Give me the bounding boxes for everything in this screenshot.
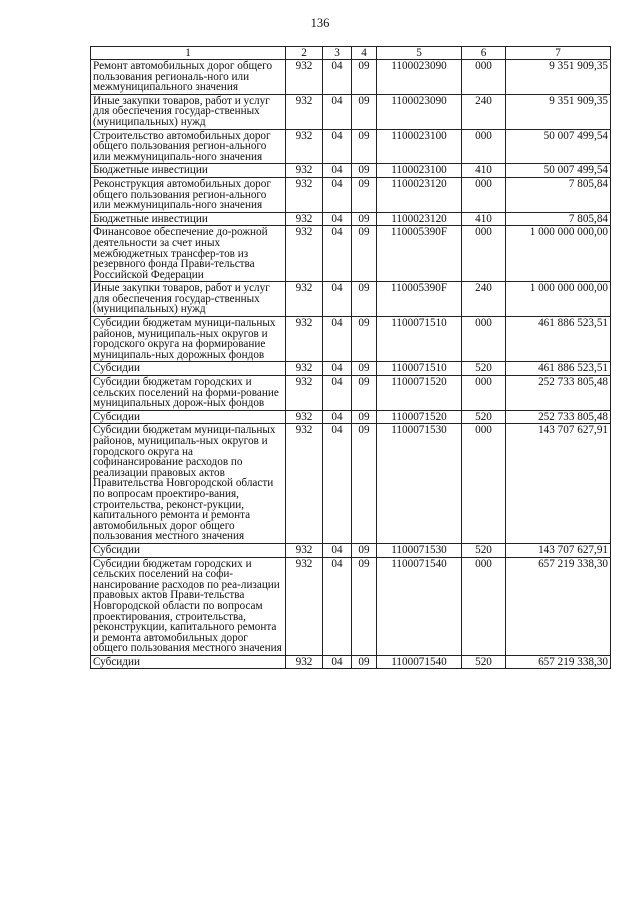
- row-expense-type-cell: 240: [462, 94, 506, 129]
- column-header: 5: [377, 47, 462, 60]
- row-amount-cell: 50 007 499,54: [506, 164, 611, 178]
- row-amount-cell: 1 000 000 000,00: [506, 226, 611, 282]
- row-amount-cell: 252 733 805,48: [506, 410, 611, 424]
- row-target-article-cell: 1100023100: [377, 129, 462, 164]
- row-section-cell: 04: [323, 543, 352, 557]
- row-amount-cell: 143 707 627,91: [506, 543, 611, 557]
- row-name-cell: Ремонт автомобильных дорог общего пользования региональ-ного или межмуниципального значения: [91, 60, 286, 95]
- row-section-cell: 04: [323, 424, 352, 544]
- row-code-cell: 932: [286, 376, 323, 411]
- table-row: [91, 60, 611, 95]
- table-row: [91, 557, 611, 655]
- row-amount-cell: 143 707 627,91: [506, 424, 611, 544]
- row-code-cell: 932: [286, 282, 323, 317]
- column-header: 3: [323, 47, 352, 60]
- row-code-cell: 932: [286, 129, 323, 164]
- table-row: [91, 164, 611, 178]
- row-code-cell: 932: [286, 655, 323, 669]
- row-expense-type-cell: 000: [462, 317, 506, 362]
- table-body: [91, 60, 611, 669]
- row-subsection-cell: 09: [352, 129, 377, 164]
- row-target-article-cell: 1100023090: [377, 94, 462, 129]
- row-subsection-cell: 09: [352, 282, 377, 317]
- row-section-cell: 04: [323, 164, 352, 178]
- row-section-cell: 04: [323, 282, 352, 317]
- row-expense-type-cell: 000: [462, 376, 506, 411]
- row-name-cell: Иные закупки товаров, работ и услуг для обеспечения государ-ственных (муниципальных) нужд: [91, 282, 286, 317]
- column-header: 7: [506, 47, 611, 60]
- row-code-cell: 932: [286, 317, 323, 362]
- row-subsection-cell: 09: [352, 424, 377, 544]
- column-header: 1: [91, 47, 286, 60]
- row-section-cell: 04: [323, 655, 352, 669]
- row-code-cell: 932: [286, 362, 323, 376]
- column-header: 4: [352, 47, 377, 60]
- table-row: [91, 226, 611, 282]
- row-name-cell: Иные закупки товаров, работ и услуг для обеспечения государ-ственных (муниципальных) нужд: [91, 94, 286, 129]
- row-name-cell: Субсидии: [91, 362, 286, 376]
- row-subsection-cell: 09: [352, 557, 377, 655]
- row-target-article-cell: 1100023100: [377, 164, 462, 178]
- row-amount-cell: 1 000 000 000,00: [506, 282, 611, 317]
- row-section-cell: 04: [323, 212, 352, 226]
- row-name-cell: Финансовое обеспечение до-рожной деятельности за счет иных межбюджетных трансфер-тов из резервного фонда Прави-тельства Российской Федерации: [91, 226, 286, 282]
- budget-table: [90, 46, 611, 669]
- row-target-article-cell: 1100071530: [377, 543, 462, 557]
- row-subsection-cell: 09: [352, 317, 377, 362]
- row-target-article-cell: 1100023120: [377, 212, 462, 226]
- table-row: [91, 655, 611, 669]
- table-row: [91, 94, 611, 129]
- table-header-row: [91, 47, 611, 60]
- table-row: [91, 376, 611, 411]
- row-expense-type-cell: 000: [462, 226, 506, 282]
- row-code-cell: 932: [286, 164, 323, 178]
- row-expense-type-cell: 000: [462, 177, 506, 212]
- row-amount-cell: 7 805,84: [506, 212, 611, 226]
- table-row: [91, 129, 611, 164]
- row-name-cell: Субсидии: [91, 543, 286, 557]
- row-section-cell: 04: [323, 226, 352, 282]
- row-name-cell: Бюджетные инвестиции: [91, 164, 286, 178]
- table-row: [91, 362, 611, 376]
- row-subsection-cell: 09: [352, 94, 377, 129]
- row-section-cell: 04: [323, 94, 352, 129]
- row-target-article-cell: 1100071540: [377, 557, 462, 655]
- row-name-cell: Субсидии бюджетам городских и сельских поселений на форми-рование муниципальных дорож-ных фондов: [91, 376, 286, 411]
- table-row: [91, 212, 611, 226]
- page-number: 136: [310, 16, 330, 30]
- table-row: [91, 543, 611, 557]
- row-amount-cell: 9 351 909,35: [506, 60, 611, 95]
- row-target-article-cell: 1100071530: [377, 424, 462, 544]
- row-amount-cell: 461 886 523,51: [506, 317, 611, 362]
- row-amount-cell: 461 886 523,51: [506, 362, 611, 376]
- row-target-article-cell: 1100071510: [377, 317, 462, 362]
- row-target-article-cell: 110005390F: [377, 226, 462, 282]
- row-code-cell: 932: [286, 60, 323, 95]
- row-expense-type-cell: 000: [462, 129, 506, 164]
- row-name-cell: Субсидии бюджетам городских и сельских поселений на софи-нансирование расходов по реа-лизации правовых актов Прави-тельства Новгородской области по вопросам проектирования, строительства, реконструкции, капитального ремонта и ремонта автомобильных дорог общего пользования местного значения: [91, 557, 286, 655]
- row-expense-type-cell: 240: [462, 282, 506, 317]
- row-amount-cell: 252 733 805,48: [506, 376, 611, 411]
- row-section-cell: 04: [323, 317, 352, 362]
- row-subsection-cell: 09: [352, 164, 377, 178]
- row-name-cell: Субсидии: [91, 655, 286, 669]
- row-section-cell: 04: [323, 557, 352, 655]
- row-target-article-cell: 110005390F: [377, 282, 462, 317]
- row-code-cell: 932: [286, 226, 323, 282]
- row-subsection-cell: 09: [352, 376, 377, 411]
- column-header: 2: [286, 47, 323, 60]
- table-row: [91, 410, 611, 424]
- table-row: [91, 317, 611, 362]
- row-section-cell: 04: [323, 129, 352, 164]
- row-amount-cell: 657 219 338,30: [506, 557, 611, 655]
- row-section-cell: 04: [323, 376, 352, 411]
- row-target-article-cell: 1100071540: [377, 655, 462, 669]
- row-expense-type-cell: 520: [462, 362, 506, 376]
- row-subsection-cell: 09: [352, 60, 377, 95]
- row-target-article-cell: 1100071520: [377, 376, 462, 411]
- row-expense-type-cell: 000: [462, 60, 506, 95]
- row-name-cell: Субсидии бюджетам муници-пальных районов, муниципаль-ных округов и городского округа на формирование муниципаль-ных дорожных фондов: [91, 317, 286, 362]
- row-code-cell: 932: [286, 212, 323, 226]
- row-expense-type-cell: 520: [462, 543, 506, 557]
- row-subsection-cell: 09: [352, 655, 377, 669]
- row-subsection-cell: 09: [352, 543, 377, 557]
- row-amount-cell: 9 351 909,35: [506, 94, 611, 129]
- row-expense-type-cell: 000: [462, 557, 506, 655]
- row-target-article-cell: 1100071510: [377, 362, 462, 376]
- row-expense-type-cell: 410: [462, 212, 506, 226]
- row-name-cell: Бюджетные инвестиции: [91, 212, 286, 226]
- row-code-cell: 932: [286, 543, 323, 557]
- column-header: 6: [462, 47, 506, 60]
- row-code-cell: 932: [286, 410, 323, 424]
- row-code-cell: 932: [286, 94, 323, 129]
- row-code-cell: 932: [286, 557, 323, 655]
- row-name-cell: Строительство автомобильных дорог общего пользования регион-ального или межмуниципаль-ного значения: [91, 129, 286, 164]
- row-name-cell: Субсидии: [91, 410, 286, 424]
- row-expense-type-cell: 410: [462, 164, 506, 178]
- row-name-cell: Реконструкция автомобильных дорог общего пользования регион-ального или межмуниципаль-ного значения: [91, 177, 286, 212]
- row-expense-type-cell: 520: [462, 655, 506, 669]
- row-subsection-cell: 09: [352, 177, 377, 212]
- row-amount-cell: 50 007 499,54: [506, 129, 611, 164]
- table-row: [91, 282, 611, 317]
- row-amount-cell: 7 805,84: [506, 177, 611, 212]
- table-row: [91, 177, 611, 212]
- row-expense-type-cell: 000: [462, 424, 506, 544]
- table-row: [91, 424, 611, 544]
- row-subsection-cell: 09: [352, 362, 377, 376]
- row-amount-cell: 657 219 338,30: [506, 655, 611, 669]
- row-target-article-cell: 1100023120: [377, 177, 462, 212]
- row-code-cell: 932: [286, 424, 323, 544]
- row-section-cell: 04: [323, 410, 352, 424]
- row-code-cell: 932: [286, 177, 323, 212]
- row-section-cell: 04: [323, 177, 352, 212]
- row-subsection-cell: 09: [352, 226, 377, 282]
- row-target-article-cell: 1100071520: [377, 410, 462, 424]
- row-name-cell: Субсидии бюджетам муници-пальных районов, муниципаль-ных округов и городского округа на софинансирование расходов по реализации правовых актов Правительства Новгородской области по вопросам проектиро-вания, строительства, реконст-рукции, капитального ремонта и ремонта автомобильных дорог общего пользования местного значения: [91, 424, 286, 544]
- row-target-article-cell: 1100023090: [377, 60, 462, 95]
- row-subsection-cell: 09: [352, 410, 377, 424]
- row-subsection-cell: 09: [352, 212, 377, 226]
- row-section-cell: 04: [323, 362, 352, 376]
- row-expense-type-cell: 520: [462, 410, 506, 424]
- row-section-cell: 04: [323, 60, 352, 95]
